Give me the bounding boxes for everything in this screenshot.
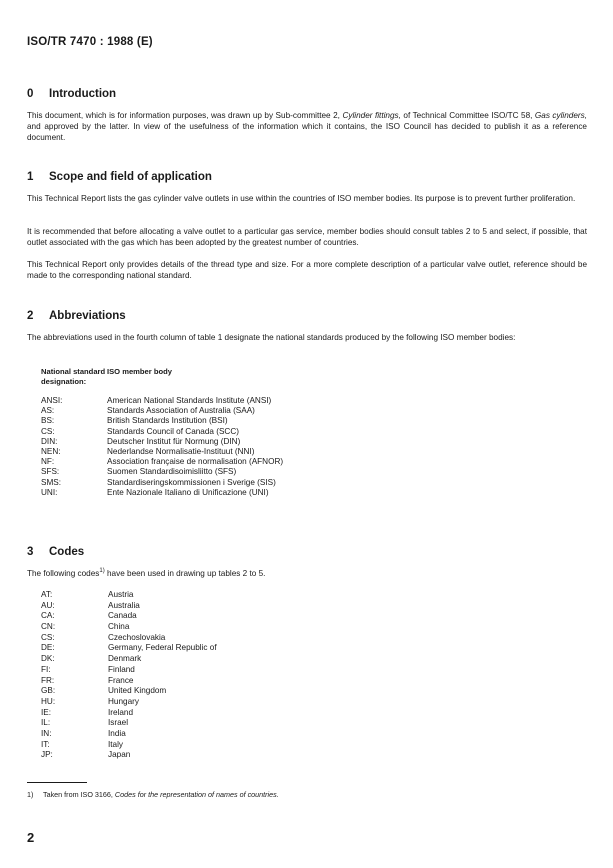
text-run: have been used in drawing up tables 2 to 5. — [104, 569, 266, 578]
section-heading-introduction — [27, 88, 116, 100]
member-body-name: British Standards Institution (BSI) — [107, 416, 228, 426]
country-code: DE: — [41, 643, 55, 653]
list-item — [41, 750, 217, 761]
country-code: AU: — [41, 600, 55, 610]
text-run-italic: Cylinder fittings, — [342, 111, 401, 120]
country-code: HU: — [41, 696, 56, 706]
text-run-italic: Codes for the representation of names of countries. — [114, 790, 279, 799]
member-body-name: Suomen Standardisoimisliitto (SFS) — [107, 467, 237, 477]
member-body-name: Deutscher Institut für Normung (DIN) — [107, 436, 241, 446]
table-row — [41, 406, 283, 416]
country-code: JP: — [41, 750, 53, 760]
table-row — [41, 478, 283, 488]
designation-code: DIN: — [41, 436, 58, 446]
footnote-reference: 1) — [99, 568, 105, 574]
scope-paragraph-2: It is recommended that before allocating a valve outlet to a particular gas service, member bodies should consult tables 2 to 5 and select, if possible, that outlet associated with the gas which has been adopted by the greatest number of countries. — [27, 227, 587, 247]
section-title: Scope and field of application — [49, 171, 212, 183]
section-title: Introduction — [49, 88, 117, 100]
list-item — [41, 718, 217, 729]
table-row — [41, 427, 283, 437]
designation-code: CS: — [41, 426, 55, 436]
country-code: CS: — [41, 632, 55, 642]
member-body-name: Standards Council of Canada (SCC) — [107, 426, 239, 436]
list-item — [41, 601, 217, 612]
table-row — [41, 416, 283, 426]
section-title: Codes — [49, 546, 85, 558]
list-item — [41, 676, 217, 687]
designation-code: UNI: — [41, 487, 58, 497]
footnote-divider — [27, 782, 87, 783]
country-name: Ireland — [108, 707, 134, 717]
table-row — [41, 437, 283, 447]
table-row — [41, 457, 283, 467]
designation-code: AS: — [41, 406, 55, 416]
section-number: 2 — [27, 310, 34, 322]
table-row — [41, 467, 283, 477]
section-number: 3 — [27, 546, 34, 558]
country-name: Austria — [108, 590, 134, 599]
scope-paragraph-3: This Technical Report only provides details of the thread type and size. For a more complete description of a particular valve outlet, reference should be made to the corresponding national standard. — [27, 260, 587, 280]
table-row — [41, 396, 283, 406]
abbreviations-intro: The abbreviations used in the fourth column of table 1 designate the national standards produced by the following ISO member bodies: — [27, 333, 516, 342]
country-name: United Kingdom — [108, 686, 167, 696]
list-item — [41, 708, 217, 719]
text-run-italic: Gas cylinders, — [534, 111, 588, 120]
text-run: The following codes — [27, 569, 100, 578]
list-item — [41, 729, 217, 740]
list-item — [41, 633, 217, 644]
country-code: CN: — [41, 622, 56, 632]
section-number: 1 — [27, 171, 34, 183]
list-item — [41, 611, 217, 622]
designation-code: NF: — [41, 457, 55, 467]
country-code: IN: — [41, 728, 52, 738]
designation-code: ANSI: — [41, 396, 63, 405]
member-body-name: Association française de normalisation (AFNOR) — [107, 457, 284, 467]
text-run: This document, which is for information purposes, was drawn up by Sub-committee 2, — [27, 111, 343, 120]
country-name: Canada — [108, 611, 137, 621]
footnote — [27, 790, 279, 799]
footnote-mark: 1) — [27, 790, 34, 799]
country-name: Denmark — [108, 654, 142, 664]
table-row — [41, 447, 283, 457]
country-name: Italy — [108, 739, 124, 749]
country-code: GB: — [41, 686, 56, 696]
member-body-name: American National Standards Institute (ANSI) — [107, 396, 272, 405]
text-run: and approved by the latter. In view of the usefulness of the information which it contains, the ISO Council has decided to publish it as a reference document. — [27, 122, 587, 142]
list-item — [41, 740, 217, 751]
country-code: FI: — [41, 664, 51, 674]
column-header-member-body: ISO member body — [107, 367, 172, 376]
country-name: India — [108, 728, 126, 738]
designation-code: NEN: — [41, 447, 61, 457]
country-name: Hungary — [108, 696, 139, 706]
country-codes-list — [41, 590, 217, 761]
scope-paragraph-1: This Technical Report lists the gas cylinder valve outlets in use within the countries of ISO member bodies. Its purpose is to prevent further proliferation. — [27, 194, 576, 203]
table-header-row — [41, 367, 283, 396]
country-name: Czechoslovakia — [108, 632, 166, 642]
member-body-name: Ente Nazionale Italiano di Unificazione (UNI) — [107, 487, 269, 497]
country-name: France — [108, 675, 134, 685]
country-name: Japan — [108, 750, 131, 760]
country-name: Israel — [108, 718, 129, 728]
member-body-name: Nederlandse Normalisatie-Instituut (NNI) — [107, 447, 255, 457]
country-code: FR: — [41, 675, 55, 685]
country-code: CA: — [41, 611, 55, 621]
text-run: Taken from ISO 3166, — [43, 790, 115, 799]
list-item — [41, 665, 217, 676]
column-header-designation: National standard designation: — [41, 367, 106, 386]
list-item — [41, 643, 217, 654]
country-code: IL: — [41, 718, 51, 728]
list-item — [41, 686, 217, 697]
country-code: AT: — [41, 590, 53, 599]
designation-code: SFS: — [41, 467, 60, 477]
list-item — [41, 590, 217, 601]
country-name: Germany, Federal Republic of — [108, 643, 217, 653]
section-heading-abbreviations — [27, 310, 126, 322]
list-item — [41, 654, 217, 665]
section-heading-codes — [27, 546, 84, 558]
section-number: 0 — [27, 88, 34, 100]
codes-intro — [27, 568, 587, 579]
country-name: China — [108, 622, 130, 632]
page-number: 2 — [27, 830, 35, 845]
list-item — [41, 697, 217, 708]
table-row — [41, 488, 283, 498]
list-item — [41, 622, 217, 633]
designation-code: BS: — [41, 416, 55, 426]
country-code: IE: — [41, 707, 52, 717]
abbreviations-table — [41, 367, 283, 498]
member-body-name: Standardiseringskommissionen i Sverige (SIS) — [107, 477, 276, 487]
section-heading-scope — [27, 171, 212, 183]
country-code: IT: — [41, 739, 50, 749]
country-name: Finland — [108, 664, 135, 674]
member-body-name: Standards Association of Australia (SAA) — [107, 406, 255, 416]
document-header: ISO/TR 7470 : 1988 (E) — [27, 36, 153, 48]
country-code: DK: — [41, 654, 55, 664]
designation-code: SMS: — [41, 477, 62, 487]
text-run: of Technical Committee ISO/TC 58, — [400, 111, 535, 120]
introduction-paragraph — [27, 110, 587, 143]
country-name: Australia — [108, 600, 140, 610]
section-title: Abbreviations — [49, 310, 126, 322]
